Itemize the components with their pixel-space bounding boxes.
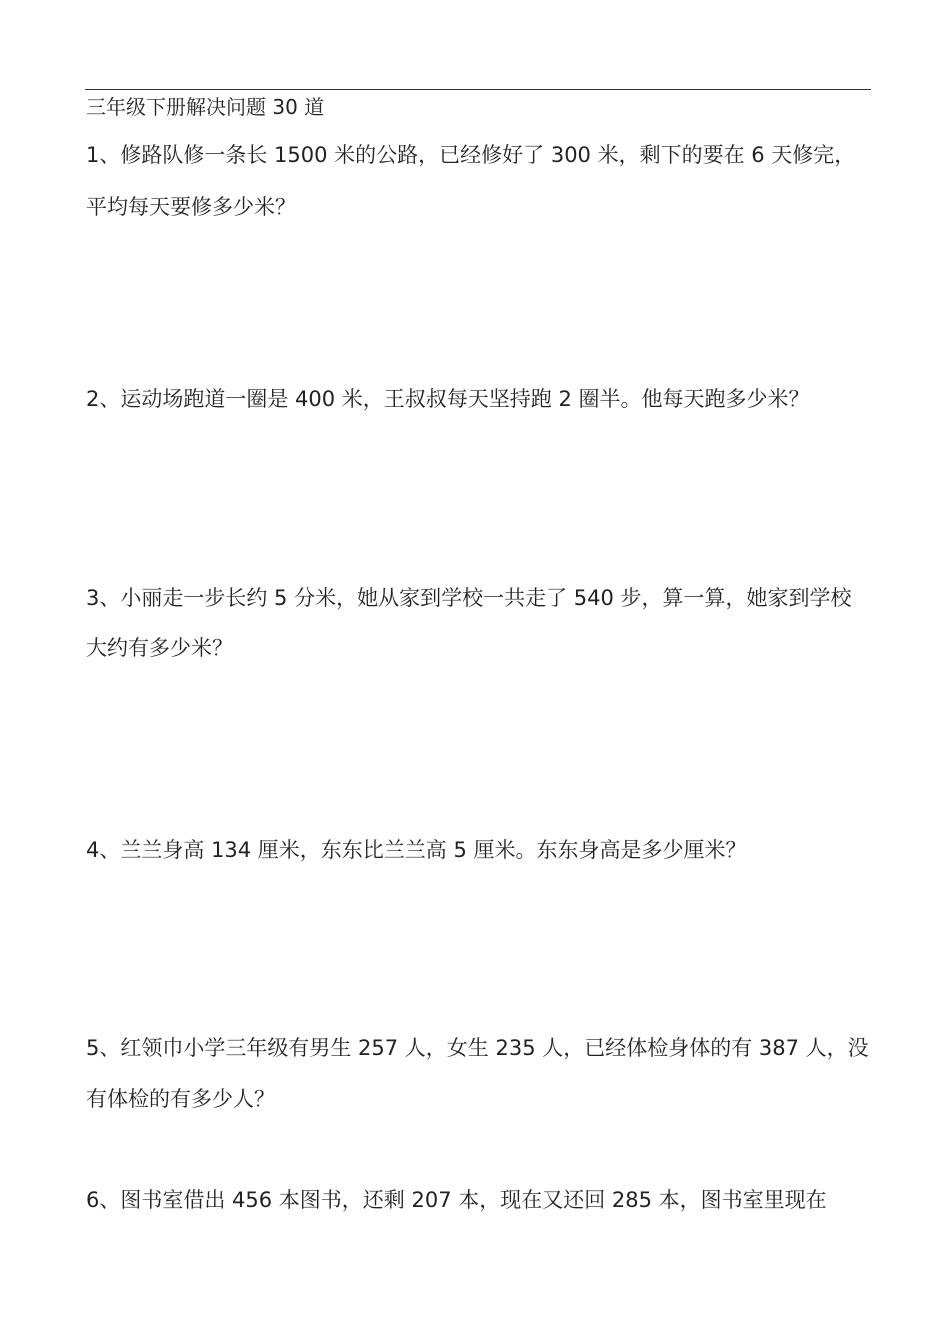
question-3-line-1: 3、小丽走一步长约 5 分米，她从家到学校一共走了 540 步，算一算，她家到学校 <box>86 586 852 610</box>
question-1-line-1: 1、修路队修一条长 1500 米的公路，已经修好了 300 米，剩下的要在 6 天修完， <box>86 143 856 167</box>
document-title: 三年级下册解决问题 30 道 <box>86 95 325 119</box>
question-5-line-2: 有体检的有多少人？ <box>86 1087 275 1111</box>
question-3-line-2: 大约有多少米？ <box>86 636 233 660</box>
question-1-line-2: 平均每天要修多少米？ <box>86 195 296 219</box>
question-2-line-1: 2、运动场跑道一圈是 400 米，王叔叔每天坚持跑 2 圈半。他每天跑多少米？ <box>86 387 810 411</box>
question-5-line-1: 5、红领巾小学三年级有男生 257 人，女生 235 人，已经体检身体的有 387 人，没 <box>86 1036 869 1060</box>
question-4-line-1: 4、兰兰身高 134 厘米，东东比兰兰高 5 厘米。东东身高是多少厘米？ <box>86 838 747 862</box>
question-6-line-1: 6、图书室借出 456 本图书，还剩 207 本，现在又还回 285 本，图书室里现在 <box>86 1188 827 1212</box>
header-rule <box>85 89 871 90</box>
